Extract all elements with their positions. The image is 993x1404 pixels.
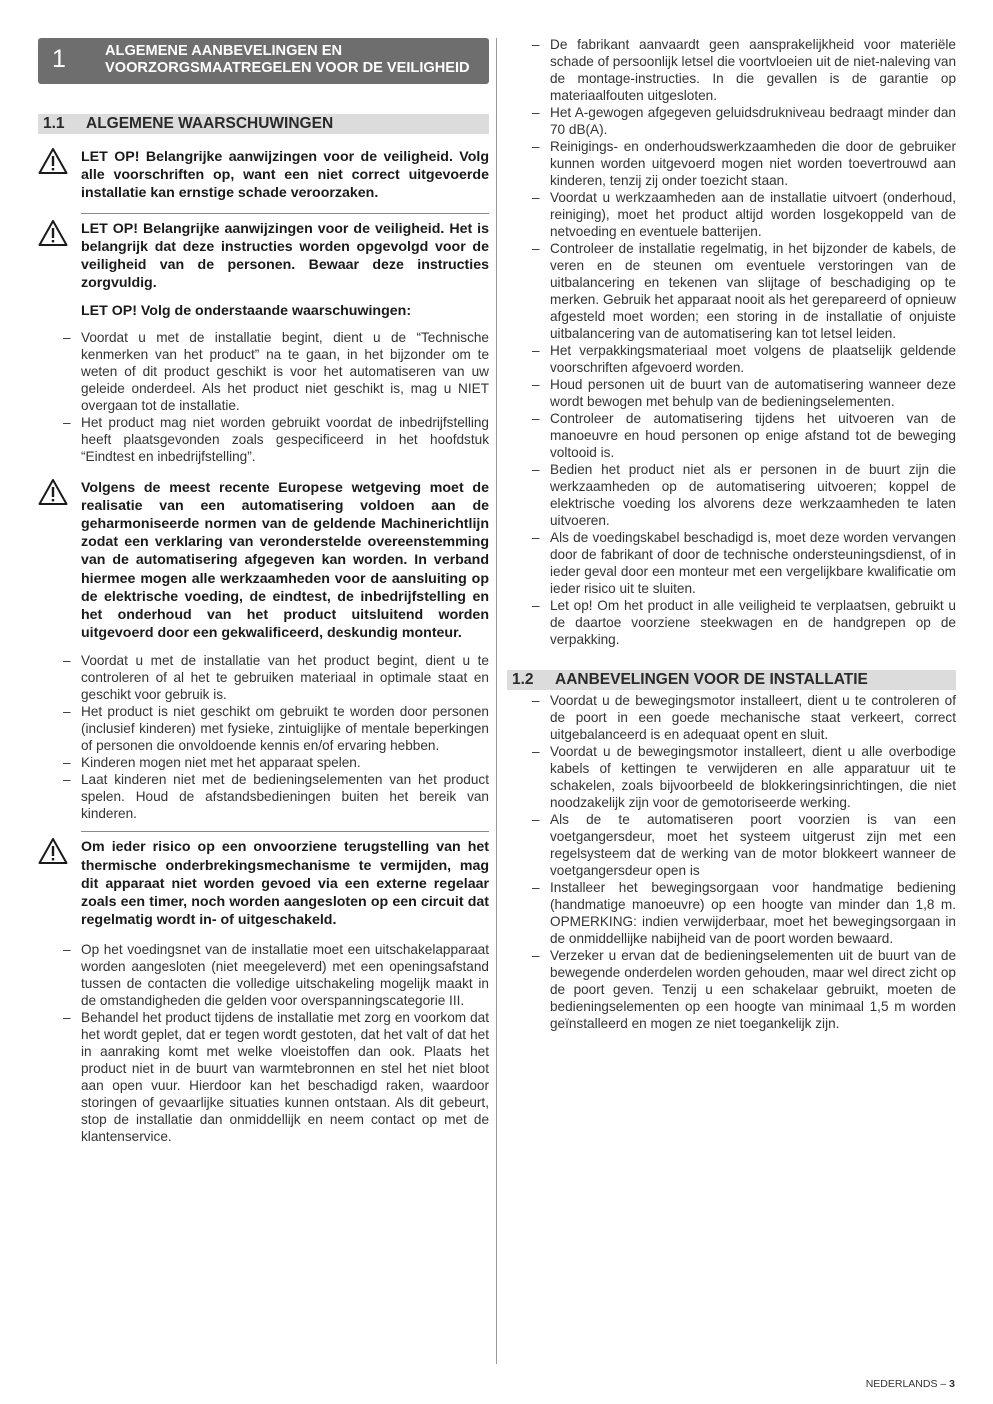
page-footer bbox=[866, 1378, 955, 1390]
instruction-list-2 bbox=[63, 652, 489, 822]
footer-language: NEDERLANDS – bbox=[865, 1378, 947, 1390]
warning-text: LET OP! Belangrijke aanwijzingen voor de veiligheid. Volg alle voorschriften op, want een niet correct uitgevoerde installatie kan ernstige schade veroorzaken. bbox=[81, 149, 489, 202]
list-item: – Behandel het product tijdens de installatie met zorg en voorkom dat het wordt geplet, dat er tegen wordt gestoten, dat het valt of dat het in aanraking komt met welke vloeistoffen dan ook. Plaats het product niet in de buurt van warmtebronnen en stel het niet bloot aan open vuur. Hierdoor kan het beschadigd raken, waardoor storingen of gevaarlijke situaties kunnen ontstaan. Als dit gebeurt, stop de installatie dan onmiddellijk en neem contact op met de klantenservice. bbox=[63, 1009, 489, 1145]
list-item: – Verzeker u ervan dat de bedieningselementen uit de buurt van de bewegende onderdelen worden gehouden, maar wel direct zicht op de poort geven. Tenzij u een schakelaar gebruikt, moeten de bedieningselementen op een hoogte van minimaal 1,5 m worden geïnstalleerd en mogen ze niet toegankelijk zijn. bbox=[532, 947, 956, 1032]
instruction-list-3 bbox=[63, 941, 489, 1145]
chapter-heading bbox=[38, 38, 489, 84]
left-column bbox=[38, 38, 489, 1145]
chapter-title-line2: VOORZORGSMAATREGELEN VOOR DE VEILIGHEID bbox=[105, 60, 470, 76]
warning-triangle-icon bbox=[38, 837, 68, 865]
section-heading-1-1 bbox=[38, 114, 489, 134]
chapter-title bbox=[105, 43, 470, 77]
list-item: – Voordat u werkzaamheden aan de installatie uitvoert (onderhoud, reiniging), moet het product altijd worden losgekoppeld van de netvoeding en eventuele batterijen. bbox=[532, 189, 956, 240]
warning-block-1 bbox=[38, 148, 489, 203]
list-item: – Controleer de installatie regelmatig, in het bijzonder de kabels, de veren en de steunen om eventuele verstoringen van de uitbalancering en tekenen van slijtage of beschadiging op te merken. Gebruik het apparaat nooit als het gerepareerd of opnieuw afgesteld moet worden; een storing in de installatie of onjuiste uitbalancering van de automatisering kan tot letsel leiden. bbox=[532, 240, 956, 342]
warning-triangle-icon bbox=[38, 478, 68, 506]
separator bbox=[81, 213, 489, 214]
page-number: 3 bbox=[949, 1378, 955, 1390]
section-title: ALGEMENE WAARSCHUWINGEN bbox=[86, 115, 334, 132]
warning-subtext: LET OP! Volg de onderstaande waarschuwingen: bbox=[81, 303, 412, 320]
warning-triangle-icon bbox=[38, 147, 68, 175]
list-item: – Als de voedingskabel beschadigd is, moet deze worden vervangen door de fabrikant of door de technische ondersteuningsdienst, of in ieder geval door een monteur met een vergelijkbare kwalificatie om ieder risico uit te sluiten. bbox=[532, 529, 956, 597]
list-item: – Het product mag niet worden gebruikt voordat de inbedrijfstelling heeft plaatsgevonden zoals gespecificeerd in het hoofdstuk “Eindtest en inbedrijfstelling”. bbox=[63, 414, 489, 465]
right-column bbox=[507, 36, 956, 1032]
warning-text: LET OP! Belangrijke aanwijzingen voor de veiligheid. Het is belangrijk dat deze instructies worden opgevolgd voor de veiligheid van de personen. Bewaar deze instructies zorgvuldig. bbox=[81, 220, 489, 292]
list-item: – Het verpakkingsmateriaal moet volgens de plaatselijk geldende voorschriften afgevoerd worden. bbox=[532, 342, 956, 376]
column-divider bbox=[496, 38, 497, 1364]
section-title: AANBEVELINGEN VOOR DE INSTALLATIE bbox=[555, 671, 868, 688]
list-item: – Voordat u de bewegingsmotor installeert, dient u alle overbodige kabels of kettingen te verwijderen en alle apparatuur uit te schakelen, zoals bijvoorbeeld de blokkeringsinrichtingen, die niet noodzakelijk zijn voor de gemotoriseerde werking. bbox=[532, 743, 956, 811]
section-number: 1.1 bbox=[43, 115, 65, 132]
chapter-number: 1 bbox=[52, 45, 66, 73]
section-number: 1.2 bbox=[512, 671, 534, 688]
list-item: – Controleer de automatisering tijdens het uitvoeren van de manoeuvre en houd personen op enige afstand tot de beweging voltooid is. bbox=[532, 410, 956, 461]
list-item: – Installeer het bewegingsorgaan voor handmatige bediening (handmatige manoeuvre) op een hoogte van minder dan 1,8 m. OPMERKING: indien verwijderbaar, moet het bewegingsorgaan in de onmiddellijke nabijheid van de poort worden bewaard. bbox=[532, 879, 956, 947]
list-item: – Het product is niet geschikt om gebruikt te worden door personen (inclusief kinderen) met fysieke, zintuiglijke of mentale beperkingen of personen die onvoldoende kennis en/of ervaring hebben. bbox=[63, 703, 489, 754]
installation-list bbox=[532, 692, 956, 1032]
warning-block-4 bbox=[38, 838, 489, 929]
warning-text: Volgens de meest recente Europese wetgeving moet de realisatie van een automatisering voldoen aan de geharmoniseerde normen van de geldende Machinerichtlijn zodat een verklaring van veronderstelde overeenstemming van de automatisering afgegeven kan worden. In verband hiermee mogen alle werkzaamheden voor de aansluiting op de elektrische voeding, de eindtest, de inbedrijfstelling en het onderhoud van het product uitsluitend worden uitgevoerd door een gekwalificeerd, deskundig monteur. bbox=[81, 479, 489, 642]
list-item: – Reinigings- en onderhoudswerkzaamheden die door de gebruiker kunnen worden uitgevoerd mogen niet worden toevertrouwd aan kinderen, tenzij zij onder toezicht staan. bbox=[532, 138, 956, 189]
list-item: – De fabrikant aanvaardt geen aansprakelijkheid voor materiële schade of persoonlijk letsel die voortvloeien uit de niet-naleving van de montage-instructies. In die gevallen is de garantie op materiaalfouten uitgesloten. bbox=[532, 36, 956, 104]
list-item: – Voordat u met de installatie van het product begint, dient u te controleren of al het te gebruiken materiaal in optimale staat en geschikt voor gebruik is. bbox=[63, 652, 489, 703]
separator bbox=[81, 831, 489, 832]
list-item: – Voordat u de bewegingsmotor installeert, dient u te controleren of de poort in een goede mechanische staat verkeert, correct uitgebalanceerd is en adequaat opent en sluit. bbox=[532, 692, 956, 743]
warning-triangle-icon bbox=[38, 219, 68, 247]
warning-block-3 bbox=[38, 479, 489, 643]
instruction-list-1 bbox=[63, 329, 489, 465]
list-item: – Voordat u met de installatie begint, dient u de “Technische kenmerken van het product” na te gaan, in het bijzonder om te weten of dit product geschikt is voor het automatiseren van uw geleide onderdeel. Als het product niet geschikt is, mag u NIET overgaan tot de installatie. bbox=[63, 329, 489, 414]
section-heading-1-2 bbox=[507, 670, 956, 690]
chapter-title-line1: ALGEMENE AANBEVELINGEN EN bbox=[105, 43, 343, 59]
warning-block-2 bbox=[38, 220, 489, 321]
list-item: – Bedien het product niet als er personen in de buurt zijn die werkzaamheden op de automatisering uitvoeren; koppel de elektrische voeding los alvorens deze werkzaamheden te laten uitvoeren. bbox=[532, 461, 956, 529]
list-item: – Kinderen mogen niet met het apparaat spelen. bbox=[63, 754, 489, 771]
list-item: – Houd personen uit de buurt van de automatisering wanneer deze wordt bewogen met behulp van de bedieningselementen. bbox=[532, 376, 956, 410]
instruction-list-4 bbox=[532, 36, 956, 648]
list-item: – Het A-gewogen afgegeven geluidsdrukniveau bedraagt minder dan 70 dB(A). bbox=[532, 104, 956, 138]
list-item: – Let op! Om het product in alle veiligheid te verplaatsen, gebruikt u de daartoe voorziene steekwagen en de handgrepen op de verpakking. bbox=[532, 597, 956, 648]
list-item: – Op het voedingsnet van de installatie moet een uitschakelapparaat worden aangesloten (niet meegeleverd) met een openingsafstand tussen de contacten die volledige uitschakeling mogelijk maakt in de omstandigheden die gelden voor overspanningscategorie III. bbox=[63, 941, 489, 1009]
warning-text: Om ieder risico op een onvoorziene terugstelling van het thermische onderbrekingsmechanisme te vermijden, mag dit apparaat niet worden gevoed via een externe regelaar zoals een timer, noch worden aangesloten op een circuit dat regelmatig wordt in- of uitgeschakeld. bbox=[81, 839, 489, 929]
list-item: – Als de te automatiseren poort voorzien is van een voetgangersdeur, moet het systeem uitgerust zijn met een regelsysteem dat de werking van de motor blokkeert wanneer de voetgangersdeur open is bbox=[532, 811, 956, 879]
list-item: – Laat kinderen niet met de bedieningselementen van het product spelen. Houd de afstandsbedieningen buiten het bereik van kinderen. bbox=[63, 771, 489, 822]
